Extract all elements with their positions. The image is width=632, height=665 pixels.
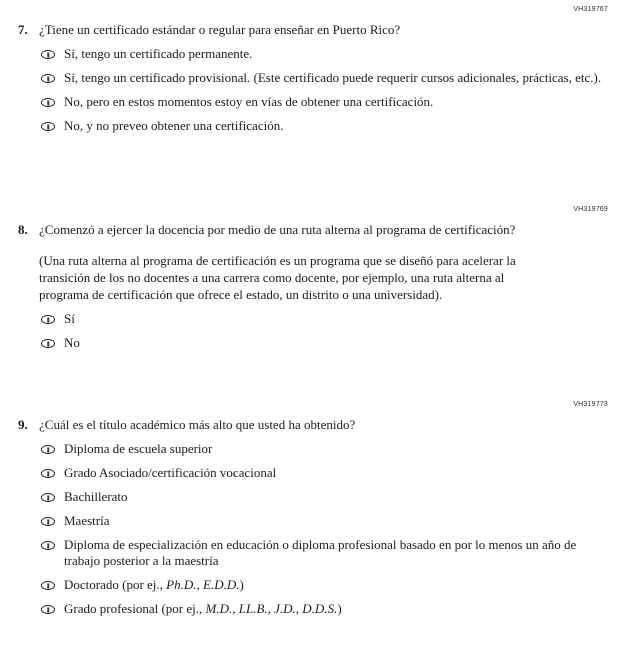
answer-option-label: Sí, tengo un certificado provisional. (Este certificado puede requerir cursos adicionales, prácticas, etc.). <box>64 70 602 85</box>
question-block-8 <box>18 206 608 351</box>
answer-option-label: Doctorado (por ej., Ph.D., E.D.D.) <box>64 577 244 592</box>
answer-oval-icon[interactable] <box>41 469 55 478</box>
question-8 <box>18 221 608 351</box>
question-text: ¿Tiene un certificado estándar o regular para enseñar en Puerto Rico? <box>39 22 401 37</box>
answer-option-label: Maestría <box>64 513 110 528</box>
question-block-7 <box>18 6 608 134</box>
answer-option-label: Diploma de especialización en educación o diploma profesional basado en por lo menos un año de trabajo posterior a la maestría <box>64 537 577 568</box>
answer-oval-icon[interactable] <box>41 541 55 550</box>
answer-options <box>39 46 608 134</box>
question-number: 7. <box>18 22 28 37</box>
question-text: ¿Cuál es el título académico más alto que usted ha obtenido? <box>39 417 356 432</box>
answer-oval-icon[interactable] <box>41 517 55 526</box>
answer-option-label: Sí <box>64 311 75 326</box>
answer-option-label: No, pero en estos momentos estoy en vías de obtener una certificación. <box>64 94 434 109</box>
answer-option[interactable] <box>39 577 608 593</box>
answer-option-label: Diploma de escuela superior <box>64 441 213 456</box>
answer-oval-icon[interactable] <box>41 74 55 83</box>
answer-oval-icon[interactable] <box>41 605 55 614</box>
answer-oval-icon[interactable] <box>41 493 55 502</box>
answer-option-label: No <box>64 335 80 350</box>
question-block-9 <box>18 401 608 617</box>
answer-oval-icon[interactable] <box>41 339 55 348</box>
item-code: VH319767 <box>573 6 608 13</box>
answer-option[interactable] <box>39 465 608 481</box>
question-7 <box>18 21 608 134</box>
answer-option[interactable] <box>39 335 608 351</box>
answer-option[interactable] <box>39 537 608 569</box>
item-code: VH319769 <box>573 206 608 213</box>
question-note: (Una ruta alterna al programa de certificación es un programa que se diseñó para acelerar la transición de los no docentes a una carrera como docente, por ejemplo, una ruta alterna al programa de certificación que ofrece el estado, un distrito o una universidad). <box>39 253 516 302</box>
answer-option[interactable] <box>39 513 608 529</box>
answer-oval-icon[interactable] <box>41 122 55 131</box>
answer-option[interactable] <box>39 118 608 134</box>
answer-option-label: Sí, tengo un certificado permanente. <box>64 46 253 61</box>
answer-option[interactable] <box>39 489 608 505</box>
question-body <box>39 221 608 351</box>
answer-option-label: Grado Asociado/certificación vocacional <box>64 465 277 480</box>
question-body <box>39 21 608 134</box>
question-number: 8. <box>18 222 28 237</box>
answer-option[interactable] <box>39 601 608 617</box>
answer-oval-icon[interactable] <box>41 98 55 107</box>
question-body <box>39 416 608 617</box>
answer-oval-icon[interactable] <box>41 445 55 454</box>
answer-option[interactable] <box>39 46 608 62</box>
answer-option-label: No, y no preveo obtener una certificación. <box>64 118 284 133</box>
answer-option-label: Grado profesional (por ej., M.D., LL.B., J.D., D.D.S.) <box>64 601 342 616</box>
answer-oval-icon[interactable] <box>41 50 55 59</box>
answer-option[interactable] <box>39 70 608 86</box>
question-text: ¿Comenzó a ejercer la docencia por medio de una ruta alterna al programa de certificación? <box>39 222 516 237</box>
answer-oval-icon[interactable] <box>41 581 55 590</box>
answer-option-label: Bachillerato <box>64 489 128 504</box>
answer-oval-icon[interactable] <box>41 315 55 324</box>
answer-option[interactable] <box>39 441 608 457</box>
answer-options <box>39 311 608 351</box>
answer-option[interactable] <box>39 311 608 327</box>
answer-option[interactable] <box>39 94 608 110</box>
question-number: 9. <box>18 417 28 432</box>
item-code: VH319773 <box>573 401 608 408</box>
question-9 <box>18 416 608 617</box>
answer-options <box>39 441 608 617</box>
